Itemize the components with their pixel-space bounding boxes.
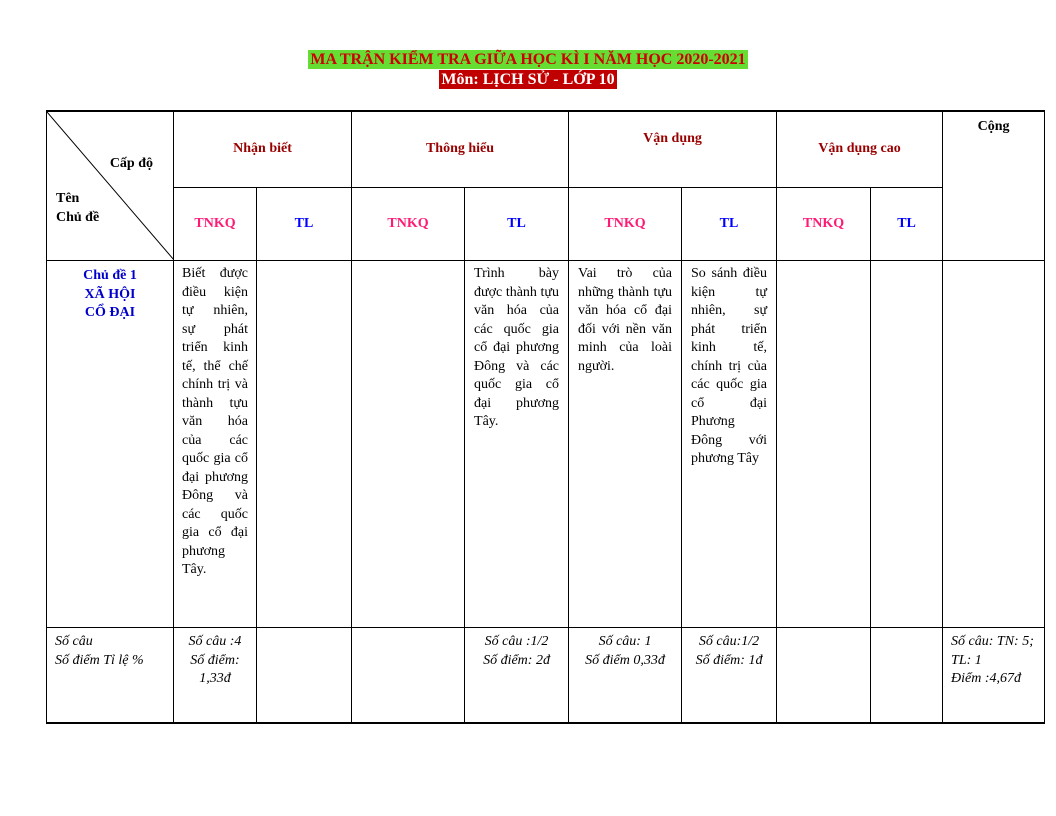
stat-label-cell: Số câu Số điểm Tỉ lệ % bbox=[47, 628, 174, 724]
stat-vdc-tnkq bbox=[777, 628, 871, 724]
document-subject: Môn: LỊCH SỬ - LỚP 10 bbox=[441, 71, 615, 88]
content-vd-tl: So sánh điều kiện tự nhiên, sự phát triển kinh tế, chính trị của các quốc gia cổ đại Phương Đông với phương Tây bbox=[682, 261, 777, 628]
corner-header-cell bbox=[47, 111, 174, 261]
stat-vd-tl: Số câu:1/2 Số điểm: 1đ bbox=[682, 628, 777, 724]
sub-header-vd-tnkq: TNKQ bbox=[569, 187, 682, 261]
topic-cell: Chủ đề 1 XÃ HỘI CỔ ĐẠI bbox=[47, 261, 174, 628]
document-title: MA TRẬN KIỂM TRA GIỮA HỌC KÌ I NĂM HỌC 2020-2021 bbox=[310, 51, 746, 68]
content-vdc-tl bbox=[871, 261, 943, 628]
stat-total: Số câu: TN: 5; TL: 1 Điểm :4,67đ bbox=[943, 628, 1045, 724]
stat-nb-tl bbox=[257, 628, 352, 724]
stat-nb-tnkq: Số câu :4 Số điểm: 1,33đ bbox=[174, 628, 257, 724]
content-th-tl: Trình bày được thành tựu văn hóa của các quốc gia cổ đại phương Đông và các quốc gia cổ đại phương Tây. bbox=[465, 261, 569, 628]
stat-vd-tnkq: Số câu: 1 Số điểm 0,33đ bbox=[569, 628, 682, 724]
content-nb-tl bbox=[257, 261, 352, 628]
stat-th-tl: Số câu :1/2 Số điểm: 2đ bbox=[465, 628, 569, 724]
content-nb-tnkq: Biết được điều kiện tự nhiên, sự phát triển kinh tế, thể chế chính trị và thành tựu văn hóa của các quốc gia cổ đại phương Đông và các quốc gia cổ đại phương Tây. bbox=[174, 261, 257, 628]
content-vdc-tnkq bbox=[777, 261, 871, 628]
stat-th-tnkq bbox=[352, 628, 465, 724]
level-axis-label: Cấp độ bbox=[109, 156, 153, 171]
sub-header-nb-tnkq: TNKQ bbox=[174, 187, 257, 261]
stat-vdc-tl bbox=[871, 628, 943, 724]
document-header bbox=[0, 50, 1056, 89]
topic-axis-label: Tên Chủ đề bbox=[56, 191, 100, 225]
diagonal-line bbox=[47, 112, 174, 260]
exam-matrix-table bbox=[46, 110, 1045, 724]
total-header: Cộng bbox=[943, 111, 1045, 261]
sub-header-vdc-tl: TL bbox=[871, 187, 943, 261]
level-header-nhan-biet: Nhận biết bbox=[174, 111, 352, 187]
sub-header-th-tl: TL bbox=[465, 187, 569, 261]
sub-header-vd-tl: TL bbox=[682, 187, 777, 261]
table-row bbox=[47, 628, 1045, 724]
sub-header-th-tnkq: TNKQ bbox=[352, 187, 465, 261]
level-header-thong-hieu: Thông hiểu bbox=[352, 111, 569, 187]
sub-header-nb-tl: TL bbox=[257, 187, 352, 261]
content-total bbox=[943, 261, 1045, 628]
content-vd-tnkq: Vai trò của những thành tựu văn hóa cổ đại đối với nền văn minh của loài người. bbox=[569, 261, 682, 628]
level-header-van-dung-cao: Vận dụng cao bbox=[777, 111, 943, 187]
level-header-van-dung: Vận dụng bbox=[569, 111, 777, 187]
sub-header-vdc-tnkq: TNKQ bbox=[777, 187, 871, 261]
table-row bbox=[47, 261, 1045, 628]
content-th-tnkq bbox=[352, 261, 465, 628]
